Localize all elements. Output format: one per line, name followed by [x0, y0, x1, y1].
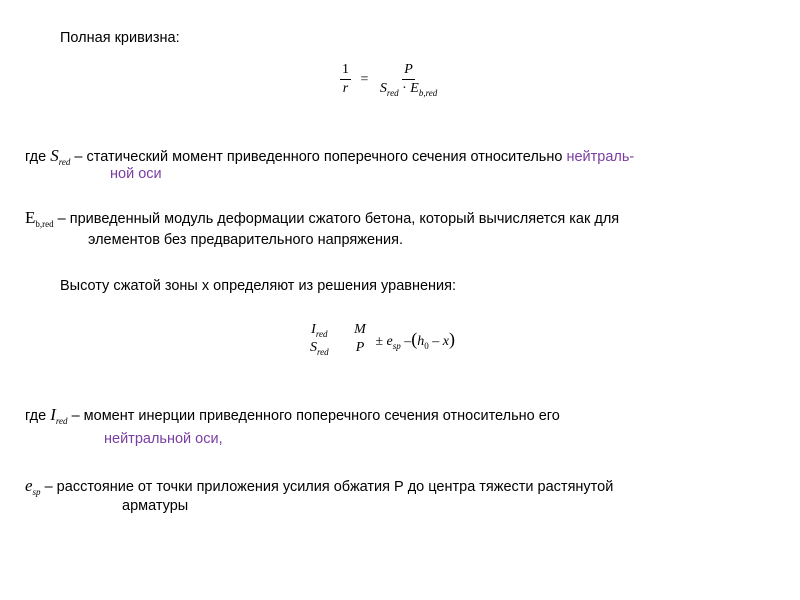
- rhs-E: E: [410, 81, 419, 96]
- ratio-s-den: [308, 339, 331, 356]
- def-e-sub: b,red: [35, 219, 54, 229]
- rhs-numerator: P: [402, 62, 415, 80]
- def-i-symbol: I: [50, 405, 56, 424]
- def-i-line1: [25, 405, 560, 425]
- def-e-line1: [25, 208, 619, 228]
- curvature-formula: [340, 62, 439, 97]
- def-esp-text2: арматуры: [122, 498, 189, 514]
- def-e-symbol: E: [25, 208, 36, 227]
- rhs-dot: ·: [402, 81, 407, 96]
- e-sub: sp: [392, 340, 401, 351]
- def-e-text1: – приведенный модуль деформации сжатого бетона, который вычисляется как для: [57, 211, 620, 227]
- ratio-m-num: M: [354, 322, 366, 337]
- def-i-prefix: где: [25, 408, 47, 424]
- s-sub: red: [317, 347, 329, 357]
- h-sub: 0: [424, 340, 429, 351]
- def-esp-line1: [25, 476, 613, 496]
- def-s-prefix: где: [25, 149, 47, 165]
- def-s-line1: [25, 146, 634, 166]
- i-sub: red: [315, 329, 328, 339]
- pm-sign: ±: [375, 333, 384, 349]
- lhs-numerator: 1: [340, 62, 351, 80]
- ratio-i-num: [309, 322, 329, 339]
- def-s-text: – статический момент приведенного поперечного сечения относительно: [74, 149, 563, 165]
- def-esp-sub: sp: [32, 487, 41, 497]
- ratio-m-p: [352, 322, 368, 356]
- heading-text: Полная кривизна:: [60, 30, 180, 46]
- def-s-sub: red: [58, 157, 71, 167]
- def-i-text: – момент инерции приведенного поперечного сечения относительно его: [71, 408, 560, 424]
- def-i-accent: нейтральной оси,: [104, 431, 223, 447]
- def-esp-text1: – расстояние от точки приложения усилия обжатия Р до центра тяжести растянутой: [44, 479, 614, 495]
- height-formula: [308, 322, 455, 356]
- def-e-text2: элементов без предварительного напряжения.: [88, 232, 404, 248]
- ratio-p-den: P: [355, 340, 365, 355]
- def-s-symbol: S: [50, 146, 59, 165]
- height-text: Высоту сжатой зоны х определяют из решения уравнения:: [60, 278, 457, 294]
- formula2-rest: ± $e_{sp}$ $-(h_0 - x)$: [375, 328, 455, 351]
- rhs-S: S: [379, 81, 387, 96]
- ratio-i-s: [308, 322, 331, 356]
- rhs-S-sub: red: [386, 88, 399, 98]
- def-s-accent1: нейтраль-: [566, 149, 635, 165]
- s-symbol: S: [310, 340, 317, 355]
- x-symbol: x: [442, 333, 449, 349]
- def-s-accent2: ной оси: [110, 166, 162, 182]
- minus-sign: –: [404, 333, 412, 349]
- equals-sign: =: [360, 71, 369, 87]
- rhs-denominator: [378, 80, 439, 97]
- lhs-fraction: [340, 62, 351, 97]
- rhs-E-sub: b,red: [418, 88, 438, 98]
- e-symbol: e: [386, 333, 393, 349]
- def-i-sub: red: [55, 416, 68, 426]
- rhs-fraction: [378, 62, 439, 97]
- i-symbol: I: [311, 322, 316, 337]
- h-symbol: h: [417, 333, 425, 349]
- lhs-denominator: r: [342, 81, 349, 96]
- def-esp-symbol: e: [25, 476, 33, 495]
